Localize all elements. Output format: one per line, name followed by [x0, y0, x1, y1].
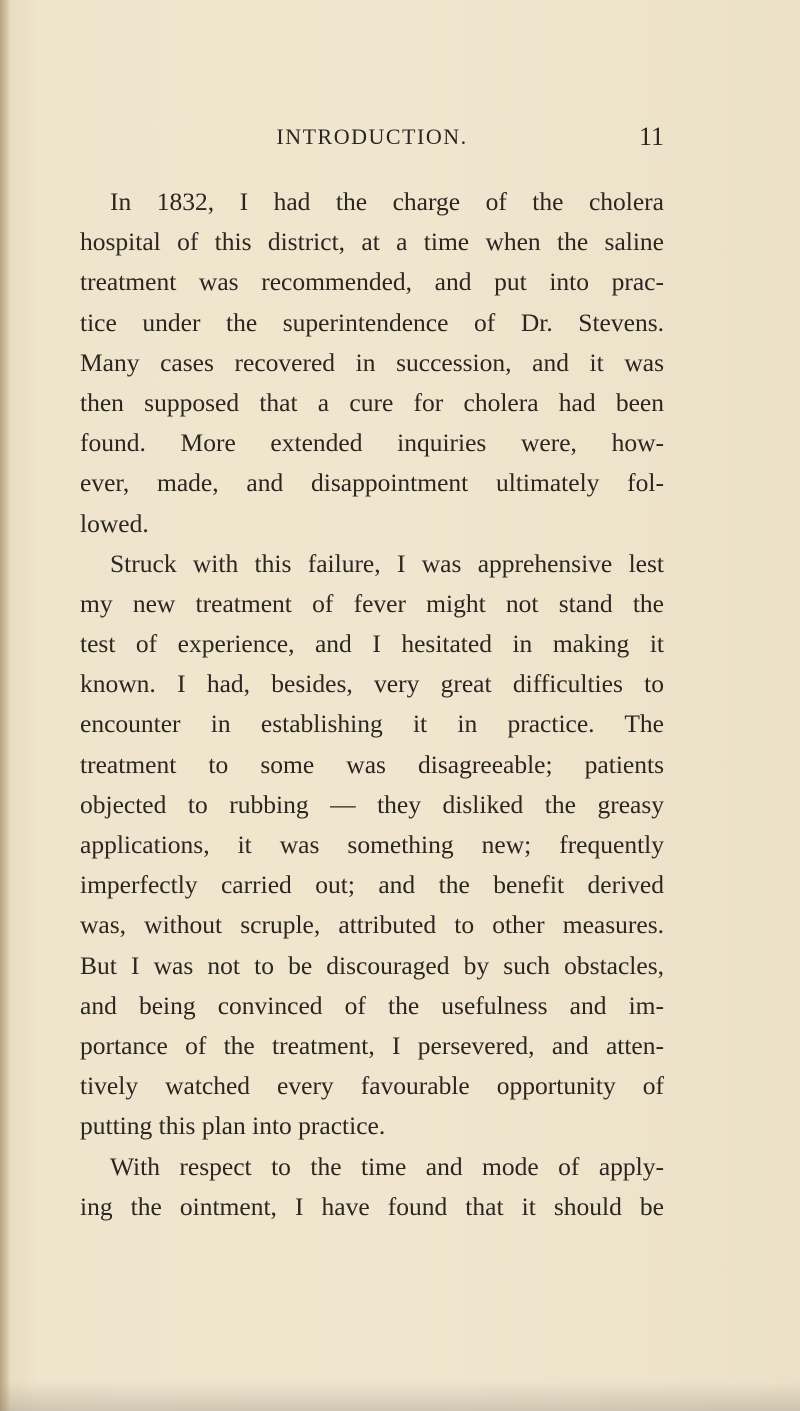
- text-line: hospital of this district, at a time when the saline: [80, 227, 664, 257]
- body-text: [80, 182, 664, 1227]
- text-line: putting this plan into practice.: [80, 1111, 386, 1141]
- text-line: But I was not to be discouraged by such obstacles,: [80, 950, 664, 980]
- text-line: portance of the treatment, I persevered, and atten-: [80, 1030, 664, 1060]
- running-head: INTRODUCTION.: [276, 124, 468, 149]
- text-line: known. I had, besides, very great difficulties to: [80, 669, 664, 699]
- text-line: found. More extended inquiries were, how-: [80, 428, 664, 458]
- text-line: encounter in establishing it in practice. The: [80, 709, 664, 739]
- text-line: tice under the superintendence of Dr. Stevens.: [80, 307, 664, 337]
- text-line: ing the ointment, I have found that it should be: [80, 1191, 664, 1221]
- text-line: applications, it was something new; frequently: [80, 830, 664, 859]
- text-line: my new treatment of fever might not stand the: [80, 588, 664, 618]
- text-line: Many cases recovered in succession, and it was: [80, 347, 664, 377]
- page-bottom-edge: [0, 1381, 800, 1411]
- text-line: lowed.: [80, 508, 149, 538]
- text-line: Struck with this failure, I was apprehensive lest: [110, 548, 664, 578]
- text-line: tively watched every favourable opportunity of: [80, 1071, 664, 1101]
- text-line: In 1832, I had the charge of the cholera: [110, 187, 664, 216]
- text-line: With respect to the time and mode of apply-: [110, 1151, 664, 1181]
- page-number: 11: [638, 122, 664, 151]
- text-line: treatment to some was disagreeable; patients: [80, 749, 664, 779]
- page-header: [80, 118, 664, 158]
- page-gutter: [0, 0, 10, 1411]
- text-line: ever, made, and disappointment ultimately fol-: [80, 468, 664, 498]
- text-line: test of experience, and I hesitated in making it: [80, 629, 664, 659]
- text-line: objected to rubbing — they disliked the greasy: [80, 789, 664, 819]
- text-line: imperfectly carried out; and the benefit derived: [80, 870, 664, 900]
- text-line: treatment was recommended, and put into prac-: [80, 267, 664, 297]
- text-line: was, without scruple, attributed to other measures.: [80, 910, 664, 940]
- text-line: then supposed that a cure for cholera had been: [80, 387, 664, 417]
- text-line: and being convinced of the usefulness and im-: [80, 990, 664, 1020]
